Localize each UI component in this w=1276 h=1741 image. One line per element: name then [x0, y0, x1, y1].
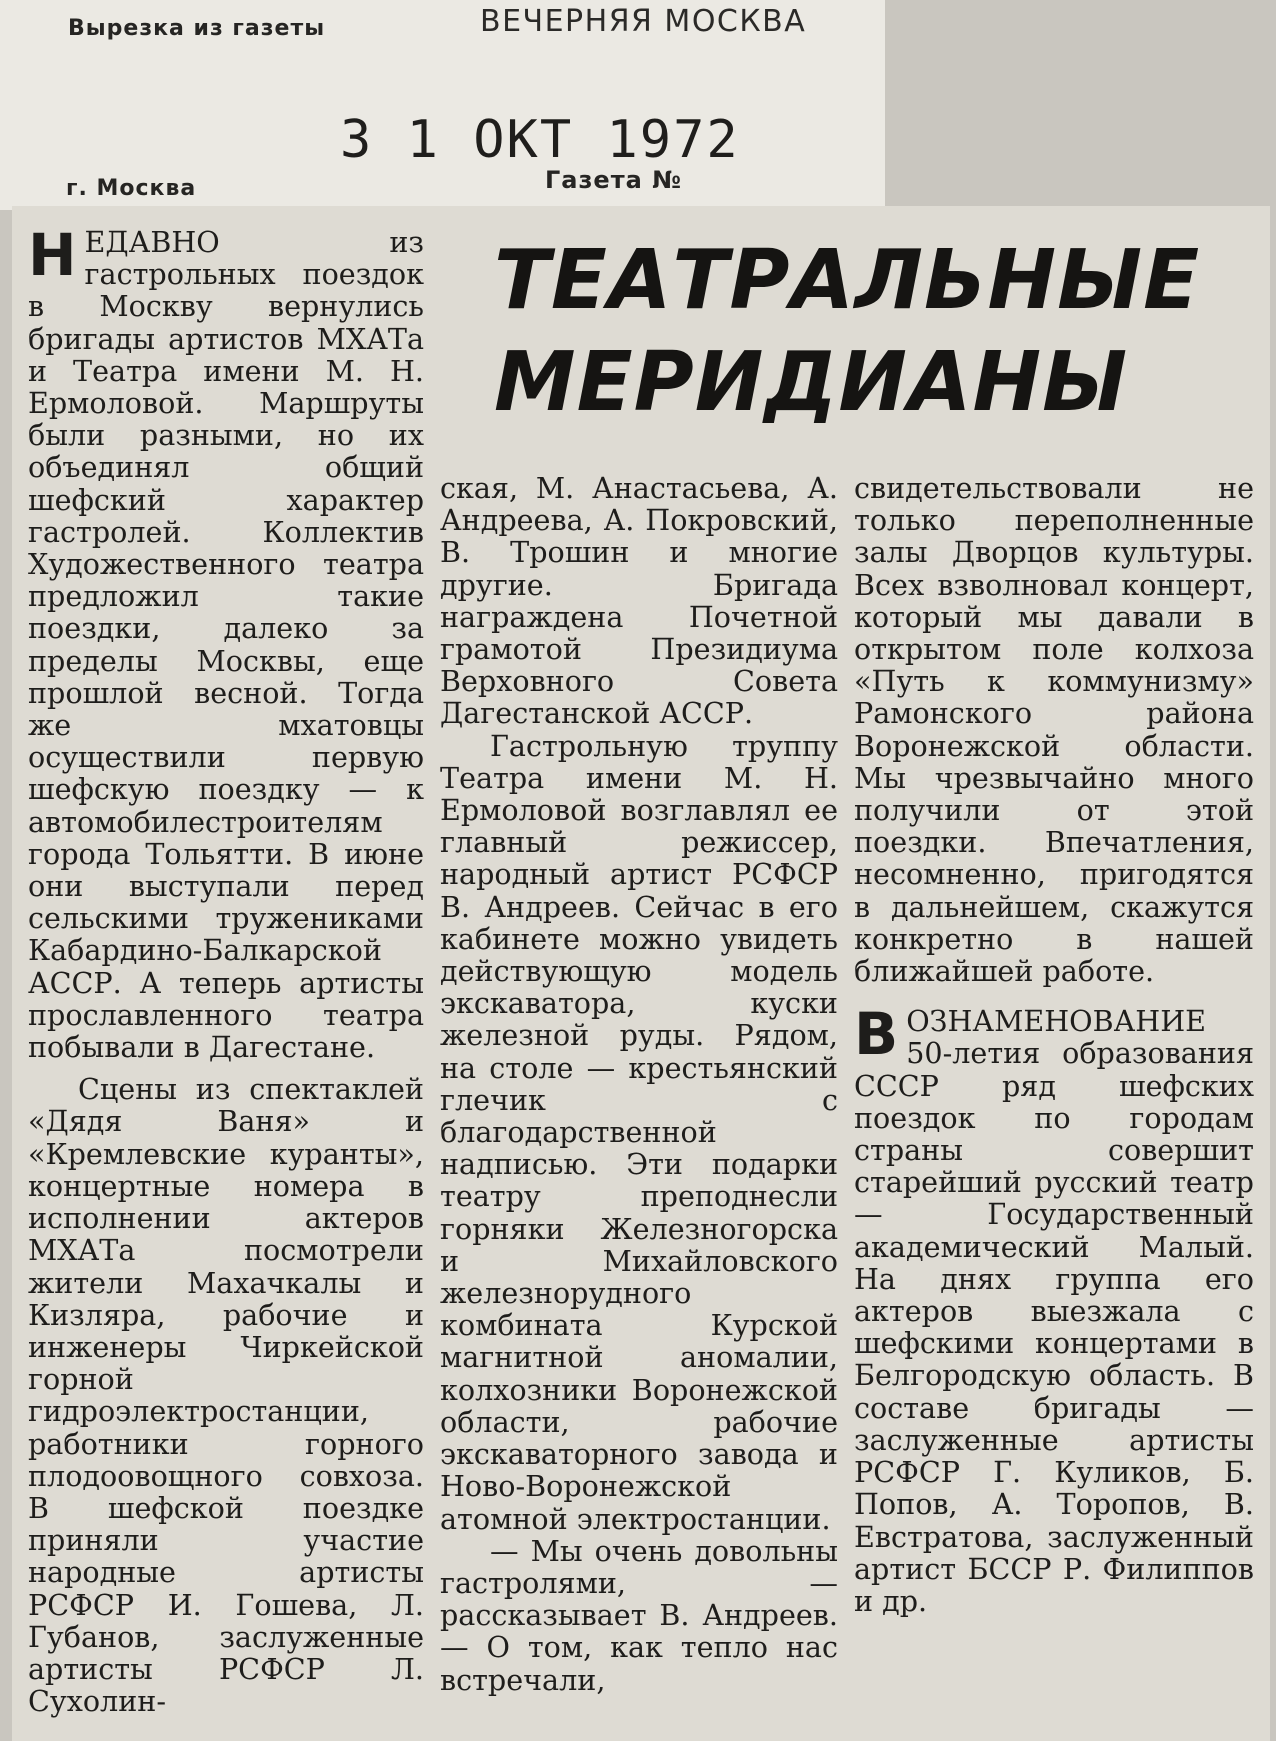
date-stamp: 3 1 ОКТ 1972 [340, 110, 740, 170]
card-label: Вырезка из газеты [68, 16, 326, 41]
paragraph: Гастрольную труппу Театра имени М. Н. Ермоловой возглавлял ее главный режиссер, народный артист РСФСР В. Андреев. Сейчас в его кабинете можно увидеть действующую модель экскаватора, куски железной руды. Рядом, на столе — крестьянский глечик с благодарственной надписью. Эти подарки театру преподнесли горняки Железногорска и Михайловского железнорудного комбината Курской магнитной аномалии, колхозники Воронежской области, рабочие экскаваторного завода и Ново-Воронежской атомной электростанции. [440, 728, 838, 1536]
article-column-3 [854, 472, 1254, 1617]
newspaper-name: ВЕЧЕРНЯЯ МОСКВА [480, 4, 807, 39]
newspaper-clipping [12, 206, 1270, 1741]
article-headline: ТЕАТРАЛЬНЫЕ МЕРИДИАНЫ [494, 233, 1201, 430]
gazeta-number-label: Газета № [545, 166, 683, 194]
article-column-2 [440, 472, 838, 1696]
paragraph: Сцены из спектаклей «Дядя Ваня» и «Кремлевские куранты», концертные номера в исполнении актеров МХАТа посмотрели жители Махачкалы и Кизляра, рабочие и инженеры Чиркейской горной гидроэлектростанции, работники горного плодоовощного совхоза. В шефской поездке приняли участие народные артисты РСФСР И. Гошева, Л. Губанов, заслуженные артисты РСФСР Л. Сухолин- [28, 1072, 424, 1719]
drop-cap: Н [28, 221, 77, 289]
article-column-1 [28, 221, 424, 1719]
card-city: г. Москва [66, 176, 197, 201]
paragraph: — Мы очень довольны гастролями, — рассказывает В. Андреев. — О том, как тепло нас встречали, [440, 1533, 838, 1697]
paragraph: ЕДАВНО из гастрольных поездок в Москву вернулись бригады артистов МХАТа и Театра имени М. Н. Ермоловой. Маршруты были разными, но их объединял общий шефский характер гастролей. Коллектив Художественного театра предложил такие поездки, далеко за пределы Москвы, еще прошлой весной. Тогда же мхатовцы осуществили первую шефскую поездку — к автомобилестроителям города Тольятти. В июне они выступали перед сельскими тружениками Кабардино-Балкарской АССР. А теперь артисты прославленного театра побывали в Дагестане. [28, 225, 424, 1065]
paragraph: ская, М. Анастасьева, А. Андреева, А. Покровский, В. Трошин и многие другие. Бригада награждена Почетной грамотой Президиума Верховного Совета Дагестанской АССР. [440, 471, 838, 731]
drop-cap: В [854, 1000, 899, 1069]
paragraph: свидетельствовали не только переполненные залы Дворцов культуры. Всех взволновал концерт, который мы давали в открытом поле колхоза «Путь к коммунизму» Рамонского района Воронежской области. Мы чрезвычайно много получили от этой поездки. Впечатления, несомненно, пригодятся в дальнейшем, скажутся конкретно в нашей ближайшей работе. [854, 471, 1254, 989]
paragraph: ОЗНАМЕНОВАНИЕ 50-летия образования СССР ряд шефских поездок по городам страны совершит старейший русский театр — Государственный академический Малый. На днях группа его актеров выезжала с шефскими концертами в Белгородскую область. В составе бригады — заслуженные артисты РСФСР Г. Куликов, Б. Попов, А. Торопов, В. Евстратова, заслуженный артист БССР Р. Филиппов и др. [854, 1004, 1254, 1618]
clipping-card [0, 0, 885, 210]
